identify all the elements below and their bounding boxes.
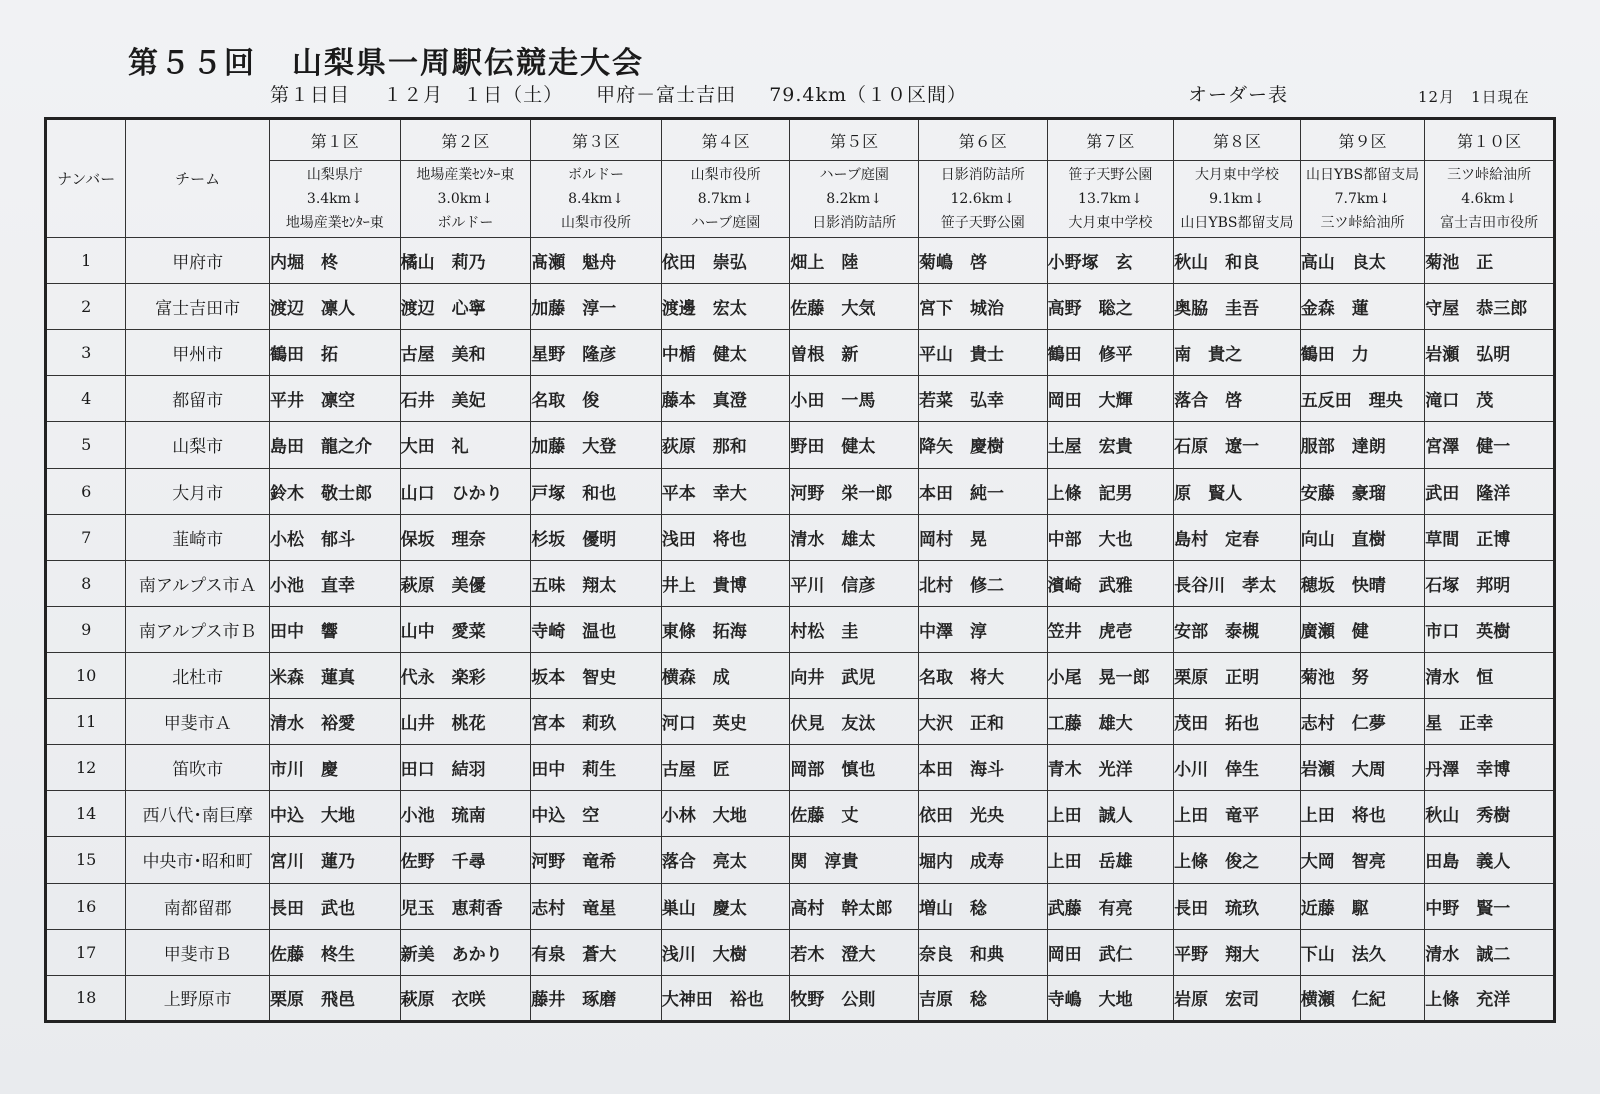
runner-name: 上條 充洋 — [1425, 975, 1555, 1021]
runner-name: 井上 貴博 — [661, 560, 790, 606]
leg-route — [1425, 161, 1555, 238]
table-row — [46, 883, 1555, 929]
leg-end: 三ツ峠給油所 — [1320, 215, 1405, 231]
leg-route — [531, 161, 662, 238]
runner-name: 萩原 衣咲 — [400, 975, 531, 1021]
runner-name: 田口 結羽 — [400, 745, 531, 791]
runner-name: 清水 雄太 — [790, 514, 919, 560]
runner-name: 増山 稔 — [918, 883, 1047, 929]
runner-name: 河野 竜希 — [531, 837, 662, 883]
team-name: 甲斐市Ａ — [126, 699, 270, 745]
runner-name: 平川 信彦 — [790, 560, 919, 606]
runner-name: 伏見 友汰 — [790, 699, 919, 745]
runner-name: 田中 響 — [270, 606, 401, 652]
leg-distance: 12.6km↓ — [950, 191, 1016, 207]
runner-name: 若木 澄大 — [790, 929, 919, 975]
team-name: 甲州市 — [126, 330, 270, 376]
runner-name: 橘山 莉乃 — [400, 238, 531, 284]
date-label: １２月 １日（土） — [383, 84, 564, 106]
page-title — [128, 38, 644, 82]
team-name: 南アルプス市Ｂ — [126, 606, 270, 652]
table-row — [46, 652, 1555, 698]
runner-name: 杉坂 優明 — [531, 514, 662, 560]
runner-name: 平井 凛空 — [270, 376, 401, 422]
table-row — [46, 330, 1555, 376]
runner-name: 有泉 蒼大 — [531, 929, 662, 975]
runner-name: 上田 岳雄 — [1047, 837, 1174, 883]
runner-name: 児玉 恵莉香 — [400, 883, 531, 929]
runner-name: 加藤 大登 — [531, 422, 662, 468]
team-number: 7 — [46, 514, 126, 560]
leg-start: 三ツ峠給油所 — [1447, 167, 1532, 183]
leg-route — [661, 161, 790, 238]
runner-name: 藤井 琢磨 — [531, 975, 662, 1021]
runner-name: 菊嶋 啓 — [918, 238, 1047, 284]
leg-start: ハーブ庭園 — [819, 167, 889, 183]
leg-start: 山梨県庁 — [306, 167, 363, 183]
runner-name: 服部 達朗 — [1300, 422, 1425, 468]
table-row — [46, 837, 1555, 883]
runner-name: 岡部 慎也 — [790, 745, 919, 791]
leg-route — [270, 161, 401, 238]
runner-name: 山中 愛菜 — [400, 606, 531, 652]
runner-name: 河口 英史 — [661, 699, 790, 745]
team-number: 8 — [46, 560, 126, 606]
runner-name: 長田 琉玖 — [1174, 883, 1301, 929]
leg-header: 第５区 — [790, 119, 919, 161]
team-number: 1 — [46, 238, 126, 284]
leg-route — [790, 161, 919, 238]
runner-name: 向山 直樹 — [1300, 514, 1425, 560]
leg-start: ボルドー — [568, 167, 624, 183]
runner-name: 萩原 美優 — [400, 560, 531, 606]
runner-name: 本田 純一 — [918, 468, 1047, 514]
runner-name: 向井 武児 — [790, 652, 919, 698]
runner-name: 市川 慶 — [270, 745, 401, 791]
runner-name: 高村 幹太郎 — [790, 883, 919, 929]
runner-name: 中野 賢一 — [1425, 883, 1555, 929]
runner-name: 名取 俊 — [531, 376, 662, 422]
runner-name: 曽根 新 — [790, 330, 919, 376]
runner-name: 奈良 和典 — [918, 929, 1047, 975]
runner-name: 丹澤 幸博 — [1425, 745, 1555, 791]
leg-end: ボルドー — [437, 215, 494, 231]
order-sheet-label: オーダー表 — [1188, 84, 1289, 106]
runner-name: 安藤 豪瑠 — [1300, 468, 1425, 514]
runner-name: 渡邊 宏太 — [661, 284, 790, 330]
team-name: 笛吹市 — [126, 745, 270, 791]
runner-name: 渡辺 心寧 — [400, 284, 531, 330]
subtitle — [270, 80, 993, 107]
leg-header: 第６区 — [918, 119, 1047, 161]
runner-name: 大沢 正和 — [918, 699, 1047, 745]
runner-name: 岡村 晃 — [918, 514, 1047, 560]
runner-name: 星野 隆彦 — [531, 330, 662, 376]
runner-name: 平野 翔大 — [1174, 929, 1301, 975]
column-header-number: ナンバー — [46, 119, 126, 238]
runner-name: 平山 貴士 — [918, 330, 1047, 376]
team-number: 6 — [46, 468, 126, 514]
leg-route — [400, 161, 531, 238]
runner-name: 依田 光央 — [918, 791, 1047, 837]
leg-distance: 8.2km↓ — [826, 191, 883, 207]
leg-end: 日影消防詰所 — [812, 215, 897, 231]
runner-name: 秋山 秀樹 — [1425, 791, 1555, 837]
leg-distance: 8.7km↓ — [697, 191, 754, 207]
runner-name: 畑上 陸 — [790, 238, 919, 284]
runner-name: 宮本 莉玖 — [531, 699, 662, 745]
runner-name: 奥脇 圭吾 — [1174, 284, 1301, 330]
runner-name: 小林 大地 — [661, 791, 790, 837]
leg-distance: 3.0km↓ — [437, 191, 494, 207]
table-row — [46, 284, 1555, 330]
runner-name: 大田 礼 — [400, 422, 531, 468]
runner-name: 菊池 努 — [1300, 652, 1425, 698]
leg-header: 第９区 — [1300, 119, 1425, 161]
runner-name: 降矢 慶樹 — [918, 422, 1047, 468]
team-number: 3 — [46, 330, 126, 376]
runner-name: 吉原 稔 — [918, 975, 1047, 1021]
team-number: 12 — [46, 745, 126, 791]
runner-name: 青木 光洋 — [1047, 745, 1174, 791]
runner-name: 岩原 宏司 — [1174, 975, 1301, 1021]
team-number: 2 — [46, 284, 126, 330]
runner-name: 近藤 駆 — [1300, 883, 1425, 929]
runner-name: 長谷川 孝太 — [1174, 560, 1301, 606]
runner-name: 原 賢人 — [1174, 468, 1301, 514]
edition-label: 第５５回 — [128, 46, 256, 81]
runner-name: 田島 義人 — [1425, 837, 1555, 883]
runner-name: 河野 栄一郎 — [790, 468, 919, 514]
team-name: 西八代･南巨摩 — [126, 791, 270, 837]
runner-name: 落合 啓 — [1174, 376, 1301, 422]
runner-name: 中澤 淳 — [918, 606, 1047, 652]
table-row — [46, 929, 1555, 975]
runner-name: 村松 圭 — [790, 606, 919, 652]
runner-name: 市口 英樹 — [1425, 606, 1555, 652]
leg-end: 山日YBS都留支局 — [1180, 215, 1294, 231]
runner-name: 滝口 茂 — [1425, 376, 1555, 422]
runner-name: 牧野 公則 — [790, 975, 919, 1021]
runner-name: 佐藤 柊生 — [270, 929, 401, 975]
runner-name: 若菜 弘幸 — [918, 376, 1047, 422]
runner-name: 工藤 雄大 — [1047, 699, 1174, 745]
runner-name: 平本 幸大 — [661, 468, 790, 514]
runner-name: 代永 楽彩 — [400, 652, 531, 698]
leg-header: 第８区 — [1174, 119, 1301, 161]
leg-header: 第３区 — [531, 119, 662, 161]
team-number: 14 — [46, 791, 126, 837]
leg-header: 第７区 — [1047, 119, 1174, 161]
runner-name: 鶴田 修平 — [1047, 330, 1174, 376]
runner-name: 上條 俊之 — [1174, 837, 1301, 883]
runner-name: 石井 美妃 — [400, 376, 531, 422]
distance-label: 79.4km（１０区間） — [769, 84, 968, 106]
runner-name: 新美 あかり — [400, 929, 531, 975]
runner-name: 小野塚 玄 — [1047, 238, 1174, 284]
leg-start: 地場産業ｾﾝﾀｰ東 — [416, 167, 515, 183]
leg-route — [1174, 161, 1301, 238]
runner-name: 名取 将大 — [918, 652, 1047, 698]
runner-name: 上條 記男 — [1047, 468, 1174, 514]
runner-name: 小松 郁斗 — [270, 514, 401, 560]
runner-name: 髙瀬 魁舟 — [531, 238, 662, 284]
runner-name: 高野 聡之 — [1047, 284, 1174, 330]
leg-header: 第１０区 — [1425, 119, 1555, 161]
team-name: 山梨市 — [126, 422, 270, 468]
table-row — [46, 376, 1555, 422]
runner-name: 小川 倖生 — [1174, 745, 1301, 791]
team-number: 16 — [46, 883, 126, 929]
runner-name: 志村 竜星 — [531, 883, 662, 929]
runner-name: 岩瀬 弘明 — [1425, 330, 1555, 376]
leg-distance: 7.7km↓ — [1334, 191, 1391, 207]
runner-name: 岡田 大輝 — [1047, 376, 1174, 422]
team-name: 甲府市 — [126, 238, 270, 284]
leg-end: 笹子天野公園 — [940, 215, 1025, 231]
runner-name: 鈴木 敬士郎 — [270, 468, 401, 514]
team-number: 17 — [46, 929, 126, 975]
runner-name: 寺崎 温也 — [531, 606, 662, 652]
runner-name: 星 正幸 — [1425, 699, 1555, 745]
runner-name: 横森 成 — [661, 652, 790, 698]
runner-name: 浅川 大樹 — [661, 929, 790, 975]
team-number: 5 — [46, 422, 126, 468]
table-row — [46, 699, 1555, 745]
table-row — [46, 238, 1555, 284]
runner-name: 五味 翔太 — [531, 560, 662, 606]
runner-name: 野田 健太 — [790, 422, 919, 468]
runner-name: 鶴田 拓 — [270, 330, 401, 376]
runner-name: 荻原 那和 — [661, 422, 790, 468]
leg-header: 第２区 — [400, 119, 531, 161]
team-name: 北杜市 — [126, 652, 270, 698]
team-name: 南アルプス市Ａ — [126, 560, 270, 606]
leg-end: 山梨市役所 — [561, 215, 631, 231]
leg-route — [1300, 161, 1425, 238]
runner-name: 米森 蓮真 — [270, 652, 401, 698]
runner-name: 大神田 裕也 — [661, 975, 790, 1021]
runner-name: 清水 誠二 — [1425, 929, 1555, 975]
team-name: 中央市･昭和町 — [126, 837, 270, 883]
runner-name: 小池 琉南 — [400, 791, 531, 837]
column-header-team: チーム — [126, 119, 270, 238]
runner-name: 濱崎 武雅 — [1047, 560, 1174, 606]
table-row — [46, 468, 1555, 514]
leg-distance: 4.6km↓ — [1461, 191, 1518, 207]
runner-name: 藤本 真澄 — [661, 376, 790, 422]
as-of-date: 12月 1日現在 — [1418, 88, 1530, 106]
table-row — [46, 560, 1555, 606]
leg-start: 山梨市役所 — [690, 167, 761, 183]
runner-name: 土屋 宏貴 — [1047, 422, 1174, 468]
table-body — [46, 238, 1555, 1022]
leg-start: 大月東中学校 — [1194, 167, 1279, 183]
runner-name: 古屋 美和 — [400, 330, 531, 376]
runner-name: 鶴田 力 — [1300, 330, 1425, 376]
runner-name: 佐藤 大気 — [790, 284, 919, 330]
runner-name: 金森 蓮 — [1300, 284, 1425, 330]
runner-name: 安部 泰槻 — [1174, 606, 1301, 652]
runner-name: 巣山 慶太 — [661, 883, 790, 929]
leg-route — [918, 161, 1047, 238]
runner-name: 秋山 和良 — [1174, 238, 1301, 284]
runner-name: 五反田 理央 — [1300, 376, 1425, 422]
runner-name: 坂本 智史 — [531, 652, 662, 698]
runner-name: 島村 定春 — [1174, 514, 1301, 560]
table-row — [46, 422, 1555, 468]
team-number: 10 — [46, 652, 126, 698]
runner-name: 渡辺 凛人 — [270, 284, 401, 330]
runner-name: 栗原 正明 — [1174, 652, 1301, 698]
runner-name: 内堀 柊 — [270, 238, 401, 284]
runner-name: 東條 拓海 — [661, 606, 790, 652]
runner-name: 保坂 理奈 — [400, 514, 531, 560]
runner-name: 佐野 千尋 — [400, 837, 531, 883]
team-name: 富士吉田市 — [126, 284, 270, 330]
runner-name: 浅田 将也 — [661, 514, 790, 560]
team-number: 4 — [46, 376, 126, 422]
runner-name: 落合 亮太 — [661, 837, 790, 883]
runner-name: 廣瀬 健 — [1300, 606, 1425, 652]
runner-name: 下山 法久 — [1300, 929, 1425, 975]
runner-name: 清水 裕愛 — [270, 699, 401, 745]
runner-name: 石塚 邦明 — [1425, 560, 1555, 606]
runner-name: 本田 海斗 — [918, 745, 1047, 791]
runner-name: 中込 空 — [531, 791, 662, 837]
team-number: 18 — [46, 975, 126, 1021]
leg-end: 富士吉田市役所 — [1440, 215, 1539, 231]
runner-name: 武藤 有亮 — [1047, 883, 1174, 929]
runner-name: 志村 仁夢 — [1300, 699, 1425, 745]
table-row — [46, 745, 1555, 791]
day-label: 第１日目 — [270, 84, 351, 106]
runner-name: 笠井 虎壱 — [1047, 606, 1174, 652]
runner-name: 清水 恒 — [1425, 652, 1555, 698]
leg-header: 第４区 — [661, 119, 790, 161]
runner-name: 宮川 蓮乃 — [270, 837, 401, 883]
runner-name: 草間 正博 — [1425, 514, 1555, 560]
team-number: 15 — [46, 837, 126, 883]
event-name: 山梨県一周駅伝競走大会 — [292, 46, 644, 81]
runner-name: 加藤 淳一 — [531, 284, 662, 330]
team-name: 甲斐市Ｂ — [126, 929, 270, 975]
runner-name: 栗原 飛邑 — [270, 975, 401, 1021]
team-number: 9 — [46, 606, 126, 652]
runner-name: 依田 崇弘 — [661, 238, 790, 284]
runner-name: 長田 武也 — [270, 883, 401, 929]
runner-name: 北村 修二 — [918, 560, 1047, 606]
runner-name: 小尾 晃一郎 — [1047, 652, 1174, 698]
route-label: 甲府－富士吉田 — [596, 84, 737, 106]
runner-name: 小田 一馬 — [790, 376, 919, 422]
runner-name: 上田 誠人 — [1047, 791, 1174, 837]
leg-start: 山日YBS都留支局 — [1305, 167, 1420, 183]
runner-name: 大岡 智亮 — [1300, 837, 1425, 883]
team-name: 都留市 — [126, 376, 270, 422]
runner-name: 上田 竜平 — [1174, 791, 1301, 837]
runner-name: 山井 桃花 — [400, 699, 531, 745]
runner-name: 島田 龍之介 — [270, 422, 401, 468]
leg-end: 地場産業ｾﾝﾀｰ東 — [285, 215, 384, 231]
table-row — [46, 606, 1555, 652]
leg-end: 大月東中学校 — [1068, 215, 1153, 231]
runner-name: 宮澤 健一 — [1425, 422, 1555, 468]
table-row — [46, 975, 1555, 1021]
runner-name: 宮下 城治 — [918, 284, 1047, 330]
runner-name: 武田 隆洋 — [1425, 468, 1555, 514]
runner-name: 横瀬 仁紀 — [1300, 975, 1425, 1021]
runner-name: 石原 遼一 — [1174, 422, 1301, 468]
runner-name: 中部 大也 — [1047, 514, 1174, 560]
runner-name: 関 淳貴 — [790, 837, 919, 883]
leg-route — [1047, 161, 1174, 238]
leg-distance: 8.4km↓ — [568, 191, 624, 207]
runner-name: 中楯 健太 — [661, 330, 790, 376]
table-row — [46, 791, 1555, 837]
runner-name: 小池 直幸 — [270, 560, 401, 606]
runner-name: 堀内 成寿 — [918, 837, 1047, 883]
leg-distance: 3.4km↓ — [306, 191, 363, 207]
runner-name: 佐藤 丈 — [790, 791, 919, 837]
order-table — [44, 117, 1556, 1023]
runner-name: 田中 莉生 — [531, 745, 662, 791]
team-name: 韮崎市 — [126, 514, 270, 560]
leg-end: ハーブ庭園 — [690, 215, 761, 231]
team-name: 南都留郡 — [126, 883, 270, 929]
team-name: 上野原市 — [126, 975, 270, 1021]
runner-name: 岩瀬 大周 — [1300, 745, 1425, 791]
runner-name: 古屋 匠 — [661, 745, 790, 791]
team-name: 大月市 — [126, 468, 270, 514]
runner-name: 山口 ひかり — [400, 468, 531, 514]
runner-name: 中込 大地 — [270, 791, 401, 837]
runner-name: 高山 良太 — [1300, 238, 1425, 284]
runner-name: 上田 将也 — [1300, 791, 1425, 837]
runner-name: 茂田 拓也 — [1174, 699, 1301, 745]
leg-distance: 9.1km↓ — [1209, 191, 1265, 207]
runner-name: 寺嶋 大地 — [1047, 975, 1174, 1021]
leg-header: 第１区 — [270, 119, 401, 161]
leg-distance: 13.7km↓ — [1078, 191, 1143, 207]
runner-name: 岡田 武仁 — [1047, 929, 1174, 975]
runner-name: 戸塚 和也 — [531, 468, 662, 514]
runner-name: 穂坂 快晴 — [1300, 560, 1425, 606]
runner-name: 南 貴之 — [1174, 330, 1301, 376]
leg-start: 日影消防詰所 — [940, 167, 1025, 183]
team-number: 11 — [46, 699, 126, 745]
leg-start: 笹子天野公園 — [1068, 167, 1153, 183]
runner-name: 菊池 正 — [1425, 238, 1555, 284]
table-row — [46, 514, 1555, 560]
runner-name: 守屋 恭三郎 — [1425, 284, 1555, 330]
